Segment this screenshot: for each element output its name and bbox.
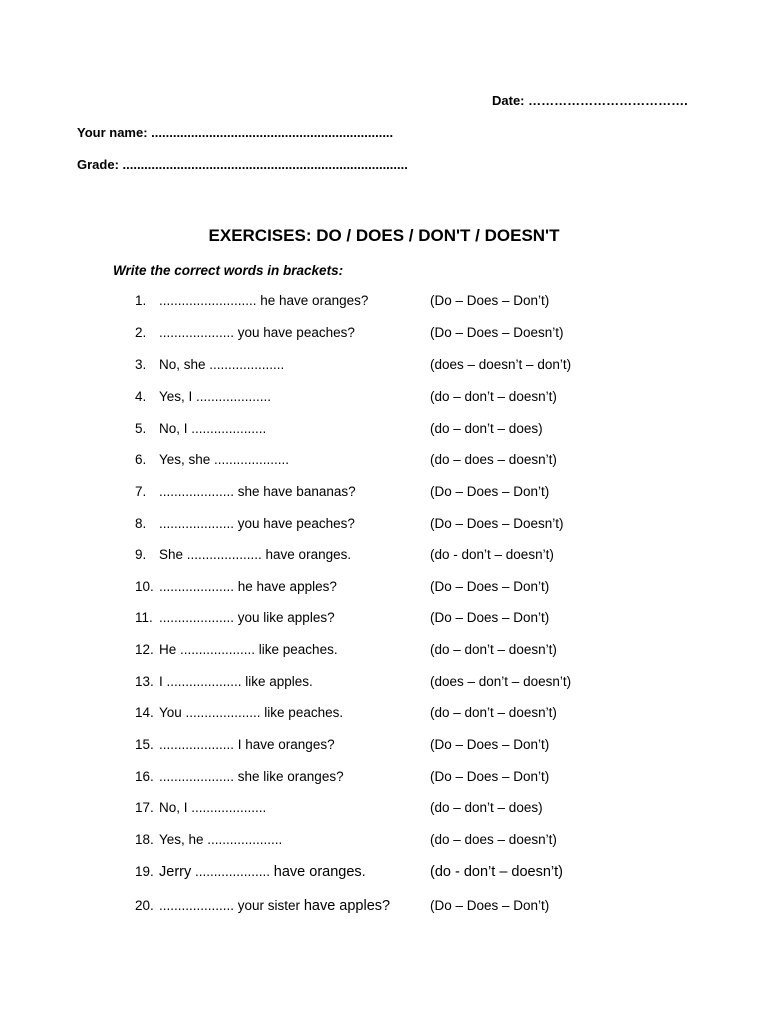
exercise-number: 13. (135, 674, 154, 689)
exercise-row (0, 325, 768, 347)
exercise-row (0, 579, 768, 601)
exercise-row (0, 610, 768, 632)
exercise-number: 7. (135, 484, 147, 499)
exercise-sentence: .................... you like apples? (159, 610, 335, 625)
exercise-options: (Do – Does – Don’t) (430, 610, 550, 625)
exercise-number: 3. (135, 357, 147, 372)
your-name-line: Your name: ................................................................... (77, 125, 394, 140)
exercise-sentence: She .................... have oranges. (159, 547, 352, 562)
exercise-number: 15. (135, 737, 154, 752)
answer-blank: .................... (195, 864, 271, 879)
exercise-options: (Do – Does – Don’t) (430, 898, 550, 913)
exercise-number: 5. (135, 421, 147, 436)
exercise-number: 17. (135, 800, 154, 815)
exercise-sentence: .................... you have peaches? (159, 325, 355, 340)
exercise-options: (do – don’t – does) (430, 800, 543, 815)
exercise-row (0, 421, 768, 443)
exercise-number: 11. (135, 610, 153, 625)
exercise-number: 19. (135, 864, 154, 879)
exercise-sentence: Yes, she .................... (159, 452, 290, 467)
sentence-part: Jerry (159, 864, 192, 880)
exercise-sentence (159, 898, 390, 914)
exercise-options: (do - don’t – doesn’t) (430, 864, 563, 880)
exercise-number: 18. (135, 832, 154, 847)
exercise-options: (do – don’t – doesn’t) (430, 705, 557, 720)
exercise-number: 12. (135, 642, 154, 657)
exercise-number: 6. (135, 452, 147, 467)
grade-line: Grade: ............................................................................... (77, 157, 408, 172)
exercise-row (0, 516, 768, 538)
exercise-row (0, 357, 768, 379)
exercise-options: (does – don’t – doesn’t) (430, 674, 572, 689)
exercise-sentence: Yes, he .................... (159, 832, 283, 847)
exercise-number: 4. (135, 389, 147, 404)
exercise-number: 10. (135, 579, 154, 594)
exercise-row (0, 293, 768, 315)
sentence-part: your sister (237, 898, 301, 913)
exercise-sentence: .......................... he have oranges? (159, 293, 369, 308)
exercise-row (0, 642, 768, 664)
exercise-row (0, 674, 768, 696)
exercise-options: (Do – Does – Doesn’t) (430, 325, 564, 340)
exercise-sentence: .................... I have oranges? (159, 737, 335, 752)
exercise-row (0, 705, 768, 727)
exercise-sentence: No, I .................... (159, 800, 267, 815)
exercise-options: (Do – Does – Don’t) (430, 579, 550, 594)
exercise-number: 9. (135, 547, 147, 562)
exercise-options: (Do – Does – Doesn’t) (430, 516, 564, 531)
exercise-row (0, 832, 768, 854)
exercise-row (0, 800, 768, 822)
exercise-number: 16. (135, 769, 154, 784)
exercise-sentence: Yes, I .................... (159, 389, 272, 404)
answer-blank: .................... (159, 898, 235, 913)
exercise-options: (do - don’t – doesn’t) (430, 547, 554, 562)
exercise-sentence: You .................... like peaches. (159, 705, 344, 720)
date-line: Date: ………………………………. (492, 93, 688, 108)
exercise-sentence: No, she .................... (159, 357, 285, 372)
exercise-number: 2. (135, 325, 147, 340)
exercise-number: 8. (135, 516, 147, 531)
exercise-row (0, 452, 768, 474)
exercise-options: (do – does – doesn’t) (430, 832, 557, 847)
exercise-sentence: .................... you have peaches? (159, 516, 355, 531)
exercise-sentence: He .................... like peaches. (159, 642, 338, 657)
exercise-options: (do – don’t – does) (430, 421, 543, 436)
exercise-row (0, 898, 768, 920)
exercise-sentence: .................... she have bananas? (159, 484, 356, 499)
exercise-options: (do – don’t – doesn’t) (430, 389, 557, 404)
exercise-options: (Do – Does – Don’t) (430, 769, 550, 784)
exercise-row (0, 769, 768, 791)
sentence-part: have apples? (303, 898, 391, 914)
sentence-part: have oranges. (273, 864, 366, 880)
exercise-options: (does – doesn’t – don’t) (430, 357, 572, 372)
exercise-number: 1. (135, 293, 147, 308)
exercise-title: EXERCISES: DO / DOES / DON'T / DOESN'T (208, 226, 560, 245)
exercise-options: (do – don’t – doesn’t) (430, 642, 557, 657)
exercise-sentence (159, 864, 366, 880)
exercise-number: 14. (135, 705, 154, 720)
exercise-options: (Do – Does – Don’t) (430, 737, 550, 752)
exercise-row (0, 737, 768, 759)
instruction-text: Write the correct words in brackets: (113, 263, 344, 278)
exercise-row (0, 389, 768, 411)
exercise-row (0, 864, 768, 886)
exercise-row (0, 547, 768, 569)
exercise-number: 20. (135, 898, 154, 913)
exercise-sentence: I .................... like apples. (159, 674, 313, 689)
exercise-sentence: .................... she like oranges? (159, 769, 344, 784)
exercise-options: (Do – Does – Don’t) (430, 484, 550, 499)
exercise-sentence: No, I .................... (159, 421, 267, 436)
exercise-row (0, 484, 768, 506)
exercise-sentence: .................... he have apples? (159, 579, 337, 594)
exercise-options: (do – does – doesn’t) (430, 452, 557, 467)
exercise-options: (Do – Does – Don’t) (430, 293, 550, 308)
